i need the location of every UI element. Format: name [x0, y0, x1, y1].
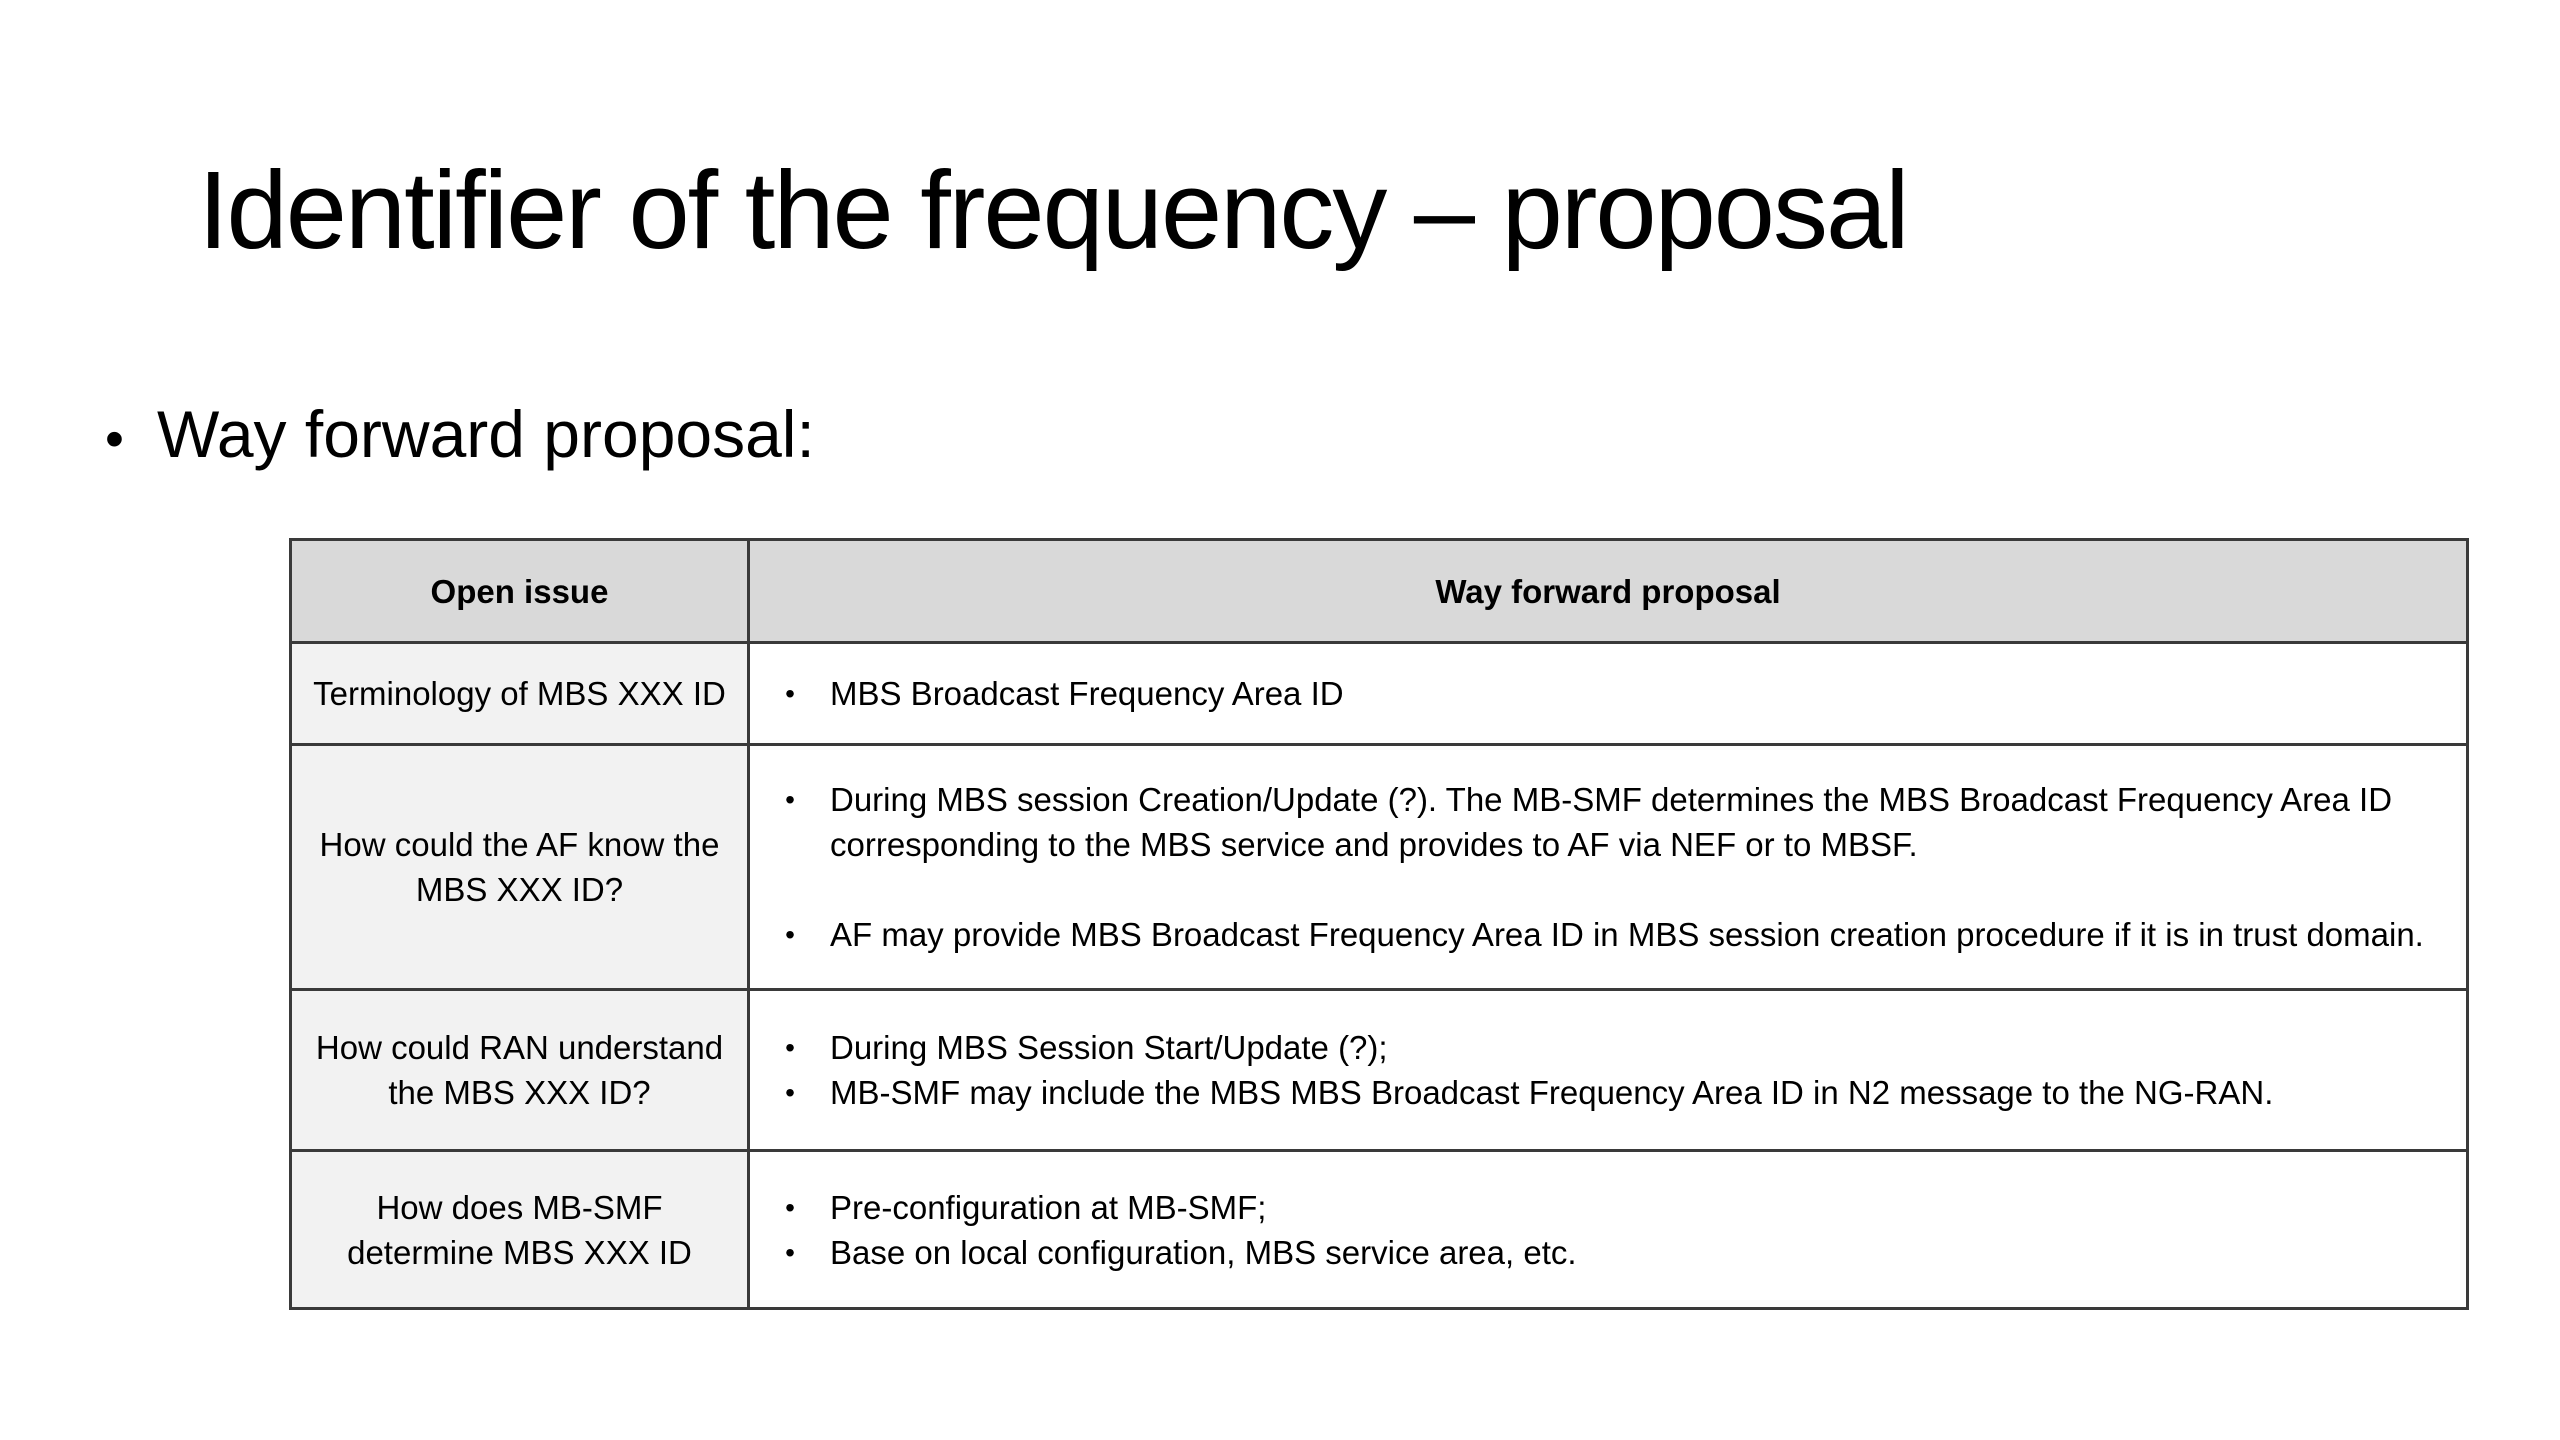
- issue-cell: How does MB-SMF determine MBS XXX ID: [291, 1151, 749, 1309]
- proposal-point-text: MB-SMF may include the MBS MBS Broadcast Frequency Area ID in N2 message to the NG-RAN.: [830, 1074, 2274, 1111]
- proposal-point-text: AF may provide MBS Broadcast Frequency Area ID in MBS session creation procedure if it is in trust domain.: [830, 916, 2424, 953]
- bullet-icon: •: [785, 1032, 795, 1063]
- proposal-point: [750, 1070, 2446, 1115]
- bullet-icon: •: [105, 409, 124, 469]
- header-open-issue: Open issue: [291, 540, 749, 643]
- bullet-icon: •: [785, 919, 795, 950]
- bullet-icon: •: [785, 678, 795, 709]
- bullet-icon: •: [785, 784, 795, 815]
- proposal-point: [750, 777, 2446, 867]
- issue-cell: How could RAN understand the MBS XXX ID?: [291, 990, 749, 1151]
- main-bullet: [105, 395, 815, 474]
- table-row: [291, 643, 2468, 745]
- table-row: [291, 990, 2468, 1151]
- proposal-table: [289, 538, 2469, 1310]
- proposal-cell: [749, 990, 2468, 1151]
- proposal-point: [750, 1185, 2446, 1230]
- issue-cell: How could the AF know the MBS XXX ID?: [291, 745, 749, 990]
- proposal-point-text: MBS Broadcast Frequency Area ID: [830, 675, 1344, 712]
- main-bullet-text: Way forward proposal:: [157, 397, 815, 471]
- proposal-point-text: Base on local configuration, MBS service area, etc.: [830, 1233, 1577, 1271]
- proposal-point-text: During MBS session Creation/Update (?). The MB-SMF determines the MBS Broadcast Frequency Area ID corresponding to the MBS service and provides to AF via NEF or to MBSF.: [830, 781, 2393, 863]
- bullet-icon: •: [785, 1191, 795, 1223]
- proposal-point: [750, 912, 2446, 957]
- proposal-point: [750, 671, 2446, 716]
- issue-cell: Terminology of MBS XXX ID: [291, 643, 749, 745]
- bullet-icon: •: [785, 1077, 795, 1108]
- proposal-cell: [749, 745, 2468, 990]
- slide-title: Identifier of the frequency – proposal: [198, 149, 1908, 272]
- proposal-point-text: Pre-configuration at MB-SMF;: [830, 1188, 1267, 1226]
- proposal-point: [750, 1230, 2446, 1275]
- proposal-point: [750, 1025, 2446, 1070]
- bullet-icon: •: [785, 1236, 795, 1268]
- table-row: [291, 1151, 2468, 1309]
- proposal-cell: [749, 643, 2468, 745]
- table-header-row: [291, 540, 2468, 643]
- proposal-cell: [749, 1151, 2468, 1309]
- header-way-forward: Way forward proposal: [749, 540, 2468, 643]
- proposal-point-text: During MBS Session Start/Update (?);: [830, 1029, 1388, 1066]
- table-row: [291, 745, 2468, 990]
